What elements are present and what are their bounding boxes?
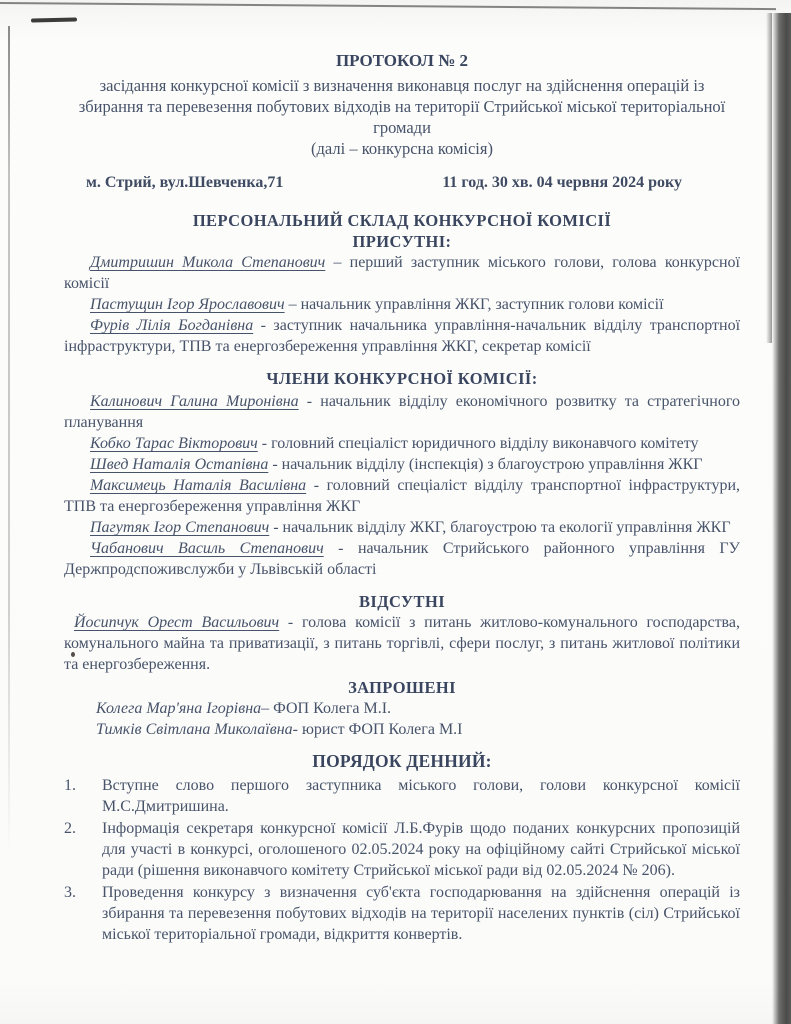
- meeting-place: м. Стрий, вул.Шевченка,71: [86, 174, 284, 191]
- agenda-list: [64, 775, 740, 945]
- subtitle-line: громади: [373, 118, 431, 137]
- person-name: Чабанович Василь Степанович: [90, 540, 324, 557]
- scan-pen-mark: [31, 18, 77, 23]
- person-role: - начальник відділу економічного розвитку та стратегічного планування: [64, 393, 741, 431]
- person-name: Дмитришин Микола Степанович: [90, 254, 326, 271]
- invited-entry: [96, 698, 740, 719]
- agenda-item: [64, 775, 740, 817]
- composition-heading: ПЕРСОНАЛЬНИЙ СКЛАД КОНКУРСНОЇ КОМІСІЇ: [192, 211, 612, 230]
- present-heading: ПРИСУТНІ:: [352, 232, 452, 251]
- person-name: Тимків Світлана Миколаївна: [96, 721, 293, 738]
- subtitle-line: (далі – конкурсна комісія): [311, 139, 493, 158]
- agenda-number: 2.: [64, 820, 76, 837]
- agenda-text: Проведення конкурсу з визначення суб'єкта господарювання на здійснення операцій із збирання та перевезення побутових відходів на території населених пунктів (сіл) Стрийської міської територіальної громади, відкриття конвертів.: [102, 884, 740, 943]
- subtitle-line: збирання та перевезення побутових відходів на території Стрийської міської територіальної: [78, 97, 726, 116]
- invited-heading: ЗАПРОШЕНІ: [348, 678, 456, 697]
- member-entry: [64, 391, 740, 433]
- person-role: - начальник відділу (інспекція) з благоустрою управління ЖКГ: [272, 456, 703, 473]
- meeting-datetime: 11 год. 30 хв. 04 червня 2024 року: [442, 174, 682, 191]
- person-role: - начальник Стрийського районного управління ГУ Держпродспоживслужби у Львівській області: [64, 540, 740, 578]
- scan-top-edge-line: [0, 2, 776, 10]
- agenda-number: 1.: [64, 777, 76, 794]
- member-entry: [64, 517, 740, 538]
- subtitle-line: засідання конкурсної комісії з визначення виконавця послуг на здійснення операцій із: [99, 76, 705, 95]
- agenda-text: Інформація секретаря конкурсної комісії Л.Б.Фурів щодо поданих конкурсних пропозицій для участі в конкурсі, оголошеного 02.05.2024 року на офіційному сайті Стрийської міської ради (рішення виконавчого комітету Стрийської міської ради від 02.05.2024 № 206).: [102, 820, 740, 879]
- invited-entry: [96, 719, 740, 740]
- person-name: Пастущин Ігор Ярославович: [90, 296, 285, 313]
- person-role: - заступник начальника управління-начальник відділу транспортної інфраструктури, ТПВ та енергозбереження управління ЖКГ, секретар комісії: [64, 317, 741, 355]
- agenda-item: [64, 882, 740, 945]
- present-entry: [64, 252, 740, 294]
- member-entry: [64, 538, 740, 580]
- agenda-text: Вступне слово першого заступника міського голови, голови конкурсної комісії М.С.Дмитришина.: [102, 777, 740, 815]
- doc-title: ПРОТОКОЛ № 2: [335, 51, 469, 70]
- person-name: Кобко Тарас Вікторович: [90, 435, 258, 452]
- person-role: - голова комісії з питань житлово-комунального господарства, комунального майна та приватизації, з питань торгівлі, сфери послуг, з питань житлової політики та енергозбереження.: [64, 614, 741, 673]
- agenda-heading: ПОРЯДОК ДЕННИЙ:: [312, 751, 492, 771]
- absent-heading: ВІДСУТНІ: [358, 592, 446, 611]
- person-role: - начальник відділу ЖКГ, благоустрою та екології управління ЖКГ: [273, 519, 731, 536]
- person-name: Колега Мар'яна Ігорівна: [96, 700, 262, 717]
- present-entry: [64, 315, 740, 357]
- member-entry: [64, 475, 740, 517]
- absent-entry: [64, 612, 740, 675]
- person-role: – начальник управління ЖКГ, заступник голови комісії: [288, 296, 664, 313]
- member-entry: [64, 433, 740, 454]
- place-date-row: [86, 172, 682, 193]
- agenda-item: [64, 818, 740, 881]
- person-name: Калинович Галина Миронівна: [90, 393, 299, 410]
- scan-right-edge-shadow: [772, 13, 791, 1024]
- present-entry: [64, 294, 740, 315]
- agenda-number: 3.: [64, 884, 76, 901]
- person-name: Максимець Наталія Василівна: [90, 477, 307, 494]
- member-entry: [64, 454, 740, 475]
- members-heading: ЧЛЕНИ КОНКУРСНОЇ КОМІСІЇ:: [266, 369, 538, 388]
- person-role: – ФОП Колега М.І.: [261, 700, 392, 717]
- person-name: Швед Наталія Остапівна: [90, 456, 269, 473]
- scan-left-edge-line: [8, 26, 10, 854]
- person-name: Фурів Лілія Богданівна: [90, 317, 254, 334]
- person-name: Йосипчук Орест Васильович: [74, 614, 280, 631]
- person-role: - юрист ФОП Колега М.І: [292, 721, 463, 738]
- person-role: - головний спеціаліст відділу транспортної інфраструктури, ТПВ та енергозбереження управління ЖКГ: [64, 477, 741, 515]
- person-role: – перший заступник міського голови, голова конкурсної комісії: [64, 254, 740, 292]
- person-role: - головний спеціаліст юридичного відділу виконавчого комітету: [261, 435, 699, 452]
- doc-subtitle: [64, 75, 740, 159]
- person-name: Пагутяк Ігор Степанович: [90, 519, 270, 536]
- document-content: [64, 50, 740, 946]
